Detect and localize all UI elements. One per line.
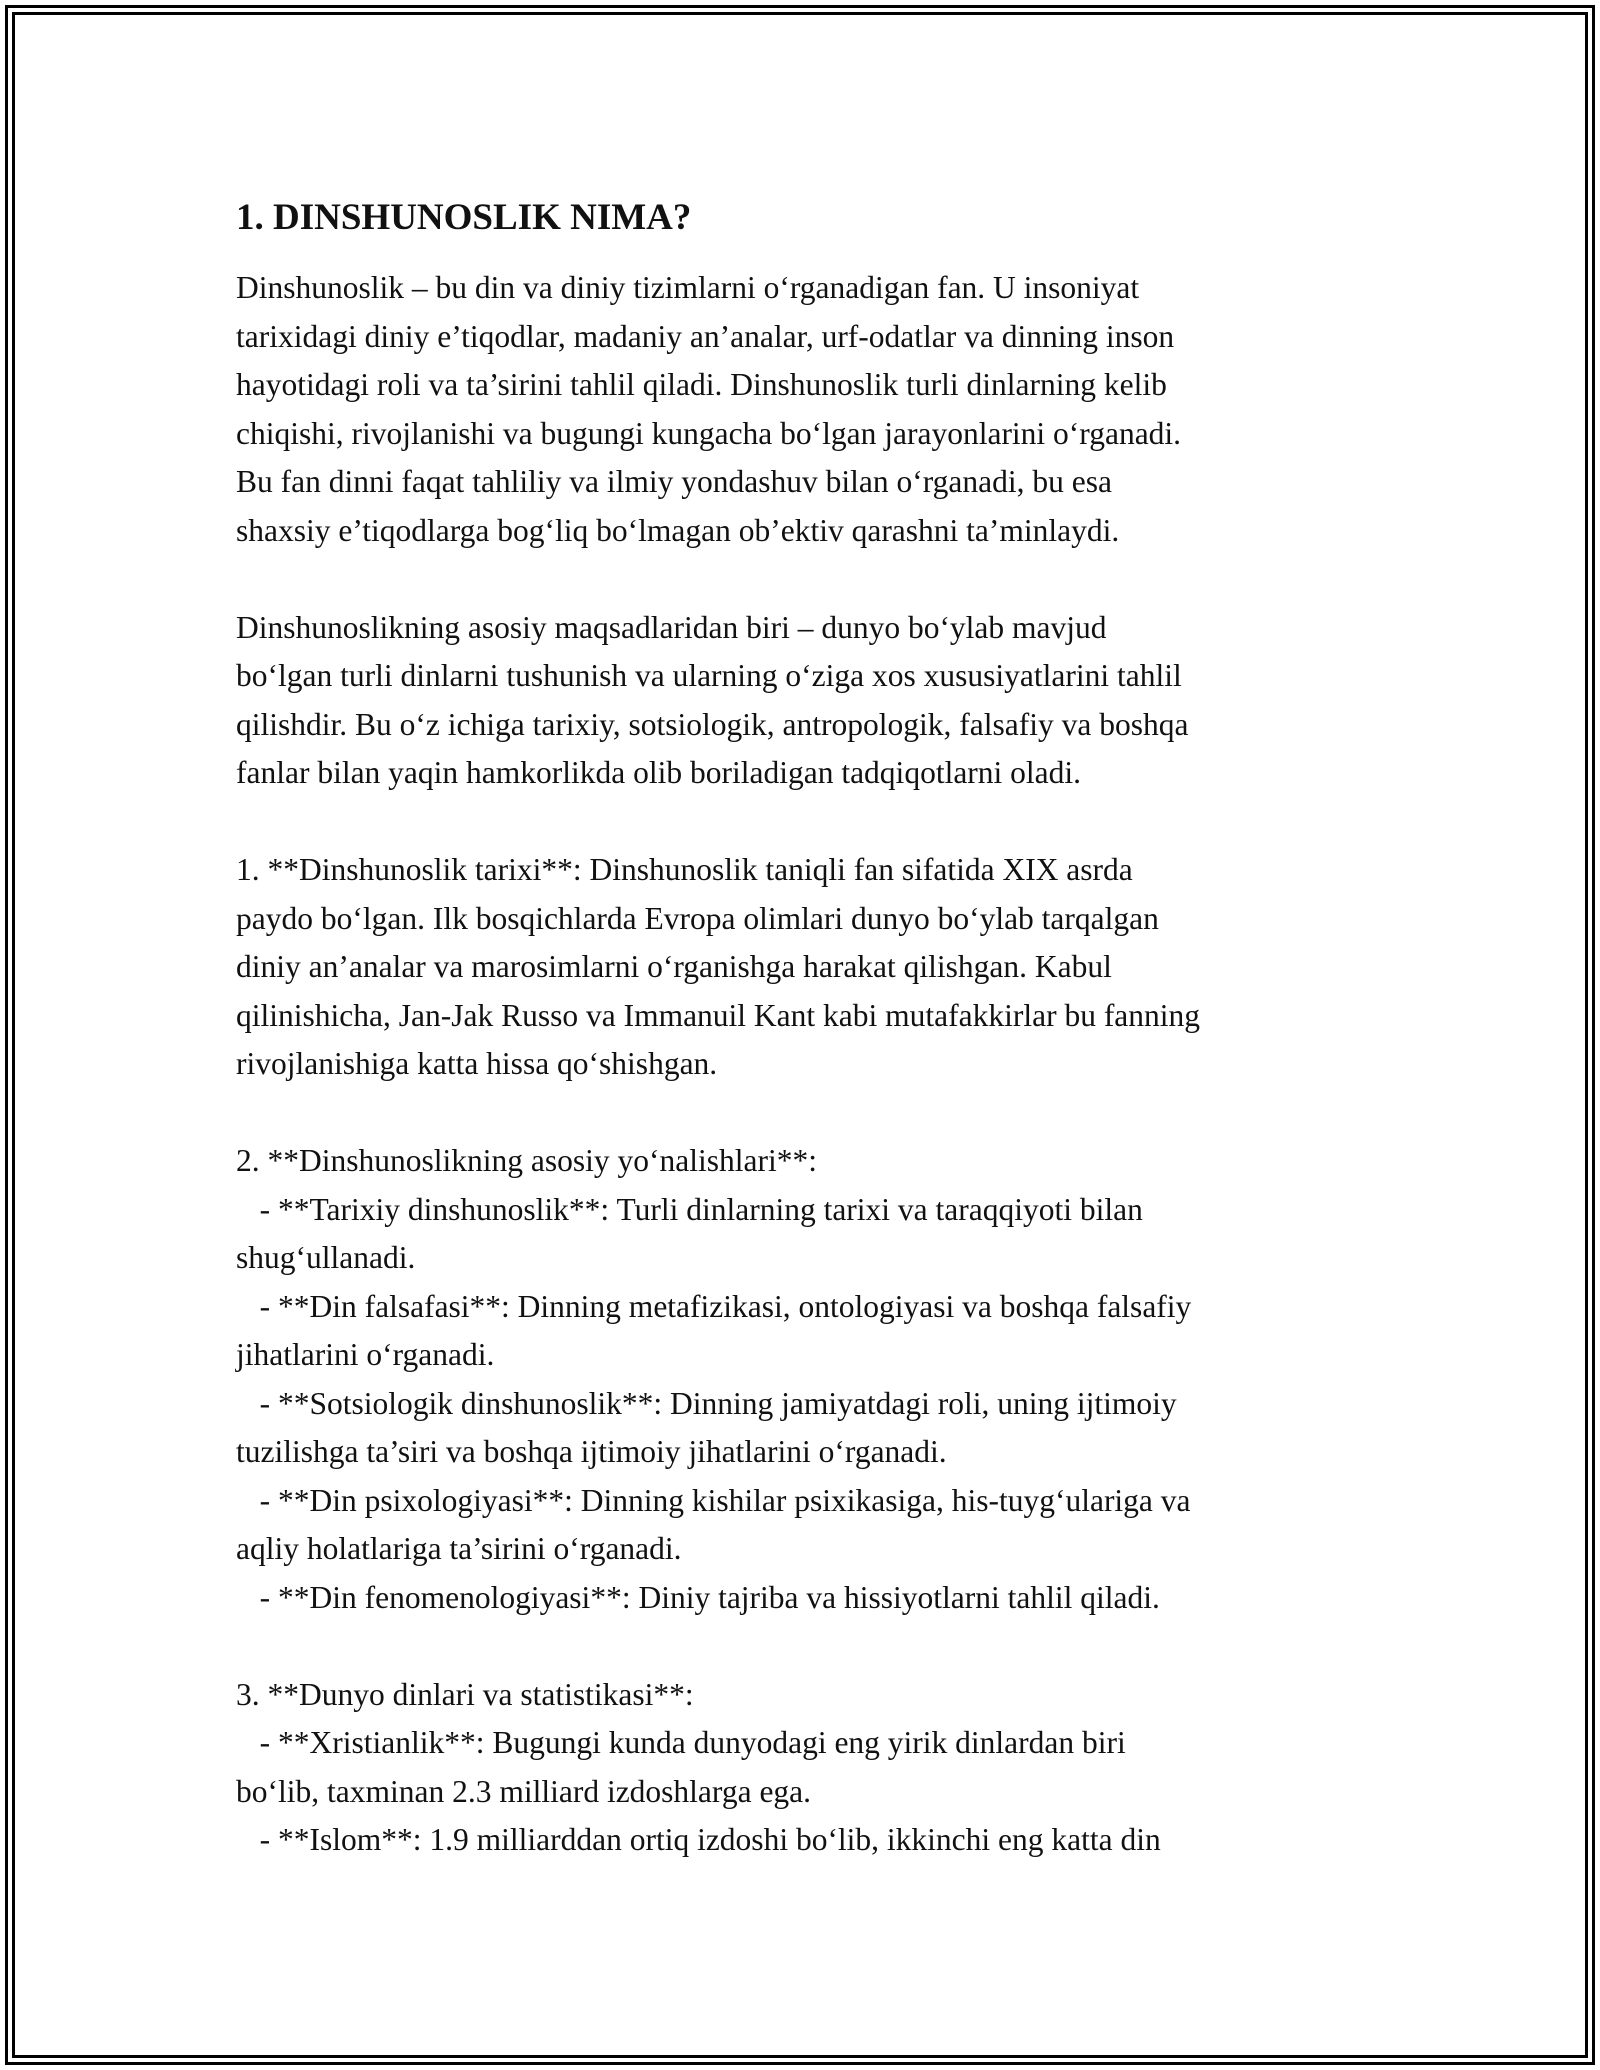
text-line: hayotidagi roli va ta’sirini tahlil qiladi. Dinshunoslik turli dinlarning kelib xyxy=(236,367,1167,402)
text-line: qilishdir. Bu o‘z ichiga tarixiy, sotsiologik, antropologik, falsafiy va boshqa xyxy=(236,706,1189,742)
text-line: fanlar bilan yaqin hamkorlikda olib boriladigan tadqiqotlarni oladi. xyxy=(236,755,1082,790)
document-body xyxy=(236,184,1376,1913)
text-line: - **Tarixiy dinshunoslik**: Turli dinlarning tarixi va taraqqiyoti bilan xyxy=(236,1191,1143,1227)
text-line: - **Islom**: 1.9 milliarddan ortiq izdoshi bo‘lib, ikkinchi eng katta din xyxy=(236,1822,1161,1857)
text-line: shug‘ullanadi. xyxy=(236,1240,416,1275)
text-line: bo‘lgan turli dinlarni tushunish va ularning o‘ziga xos xususiyatlarini tahlil xyxy=(236,658,1182,693)
text-line: - **Xristianlik**: Bugungi kunda dunyodagi eng yirik dinlardan biri xyxy=(236,1725,1126,1760)
text-line: tarixidagi diniy e’tiqodlar, madaniy an’analar, urf-odatlar va dinning inson xyxy=(236,318,1175,354)
paragraph-world-religions xyxy=(236,1671,1376,1865)
text-line: jihatlarini o‘rganadi. xyxy=(236,1337,495,1372)
text-line: paydo bo‘lgan. Ilk bosqichlarda Evropa olimlari dunyo bo‘ylab tarqalgan xyxy=(236,900,1159,936)
paragraph-directions xyxy=(236,1137,1376,1622)
text-line: qilinishicha, Jan-Jak Russo va Immanuil Kant kabi mutafakkirlar bu fanning xyxy=(236,997,1201,1033)
text-line: 3. **Dunyo dinlari va statistikasi**: xyxy=(236,1676,694,1712)
text-line: tuzilishga ta’siri va boshqa ijtimoiy jihatlarini o‘rganadi. xyxy=(236,1434,947,1469)
paragraph-intro xyxy=(236,264,1376,555)
paragraph-history xyxy=(236,846,1376,1089)
text-line: aqliy holatlariga ta’sirini o‘rganadi. xyxy=(236,1531,682,1566)
text-line: Dinshunoslikning asosiy maqsadlaridan biri – dunyo bo‘ylab mavjud xyxy=(236,609,1107,645)
text-line: 2. **Dinshunoslikning asosiy yo‘nalishlari**: xyxy=(236,1143,817,1178)
text-line: Bu fan dinni faqat tahliliy va ilmiy yondashuv bilan o‘rganadi, bu esa xyxy=(236,464,1112,499)
text-line: bo‘lib, taxminan 2.3 milliard izdoshlarga ega. xyxy=(236,1773,812,1809)
document-title: 1. DINSHUNOSLIK NIMA? xyxy=(236,197,692,238)
text-line: - **Din fenomenologiyasi**: Diniy tajriba va hissiyotlarni tahlil qiladi. xyxy=(236,1579,1160,1615)
text-line: - **Din falsafasi**: Dinning metafizikasi, ontologiyasi va boshqa falsafiy xyxy=(236,1288,1192,1324)
text-line: diniy an’analar va marosimlarni o‘rganishga harakat qilishgan. Kabul xyxy=(236,949,1112,984)
text-line: - **Sotsiologik dinshunoslik**: Dinning jamiyatdagi roli, uning ijtimoiy xyxy=(236,1385,1177,1421)
paragraph-goals xyxy=(236,604,1376,798)
text-line: rivojlanishiga katta hissa qo‘shishgan. xyxy=(236,1046,718,1081)
text-line: 1. **Dinshunoslik tarixi**: Dinshunoslik taniqli fan sifatida XIX asrda xyxy=(236,852,1133,887)
text-line: - **Din psixologiyasi**: Dinning kishilar psixikasiga, his-tuyg‘ulariga va xyxy=(236,1482,1191,1518)
text-line: chiqishi, rivojlanishi va bugungi kungacha bo‘lgan jarayonlarini o‘rganadi. xyxy=(236,415,1182,451)
text-line: shaxsiy e’tiqodlarga bog‘liq bo‘lmagan ob’ektiv qarashni ta’minlaydi. xyxy=(236,512,1120,548)
text-line: Dinshunoslik – bu din va diniy tizimlarni o‘rganadigan fan. U insoniyat xyxy=(236,270,1140,305)
